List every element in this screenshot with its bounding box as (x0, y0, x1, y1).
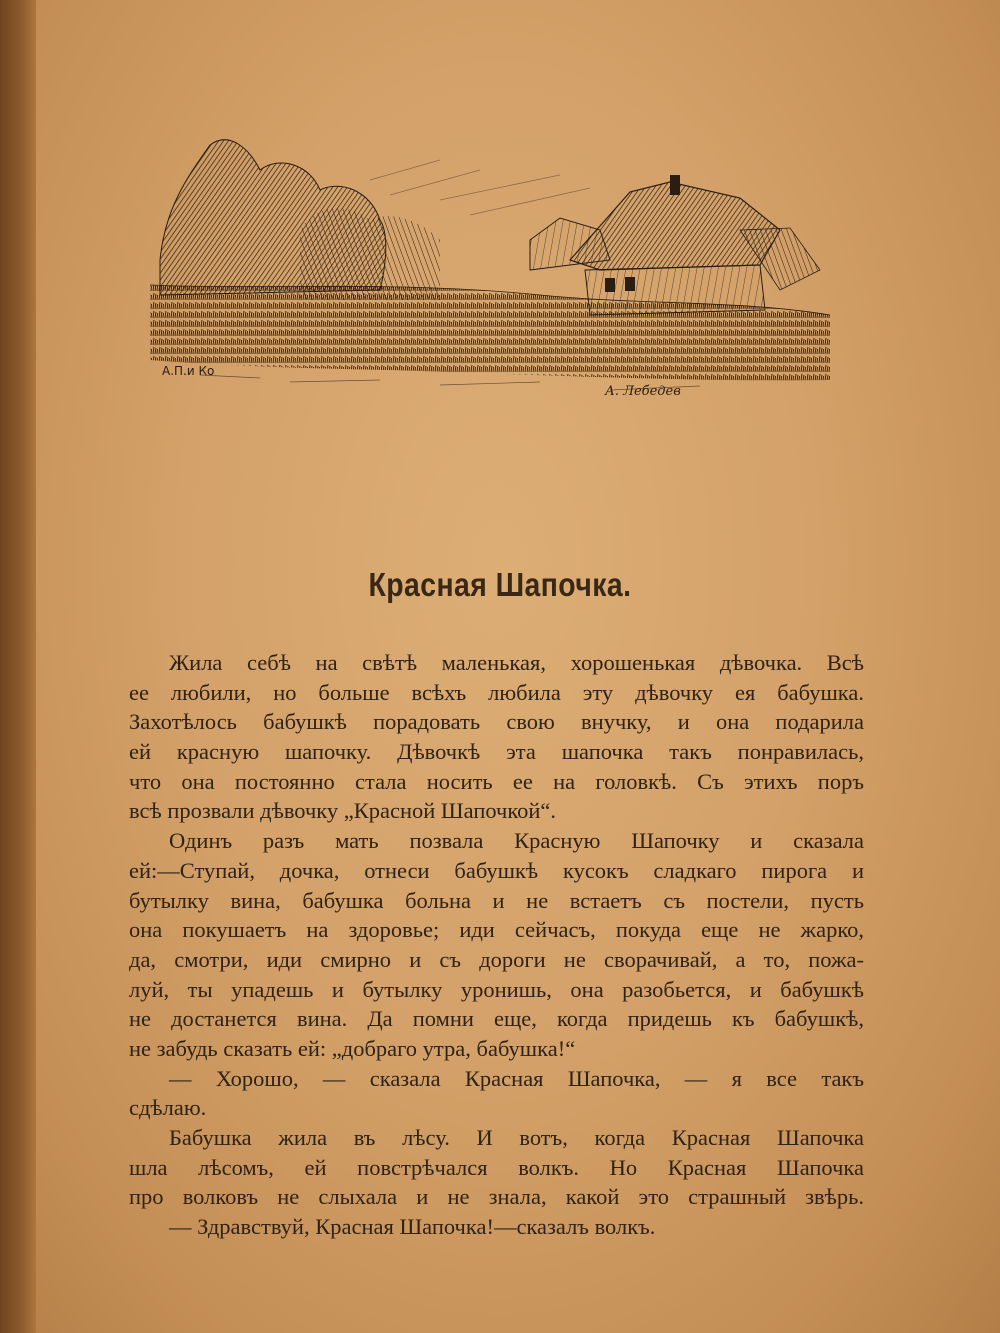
text-line: про волковъ не слыхала и не знала, какой это страшный звѣрь. (129, 1184, 864, 1210)
story-text (129, 648, 864, 1242)
text-line: да, смотри, иди смирно и съ дороги не сворачивай, а то, пожа- (129, 946, 864, 972)
text-line: ей красную шапочку. Дѣвочкѣ эта шапочка такъ понравилась, (129, 739, 864, 765)
text-line: всѣ прозвали дѣвочку „Красной Шапочкой“. (129, 798, 557, 824)
text-line: не достанется вина. Да помни еще, когда придешь къ бабушкѣ, (129, 1006, 864, 1032)
text-line: шла лѣсомъ, ей повстрѣчался волкъ. Но Красная Шапочка (129, 1154, 864, 1180)
text-line: Бабушка жила въ лѣсу. И вотъ, когда Красная Шапочка (169, 1125, 864, 1150)
text-line: луй, ты упадешь и бутылку уронишь, она разобьется, и бабушкѣ (129, 976, 864, 1002)
illustration-signature-left: А.П.и Ко (162, 364, 215, 378)
text-line: не забудь сказать ей: „добраго утра, бабушка!“ (129, 1035, 576, 1061)
text-line: — Хорошо, — сказала Красная Шапочка, — я все такъ (169, 1065, 864, 1091)
text-line: сдѣлаю. (129, 1095, 207, 1121)
text-line: — Здравствуй, Красная Шапочка!—сказалъ волкъ. (169, 1214, 656, 1240)
text-line: ей:—Ступай, дочка, отнеси бабушкѣ кусокъ сладкаго пирога и (129, 857, 864, 883)
text-line: Одинъ разъ мать позвала Красную Шапочку и сказала (169, 828, 864, 854)
text-line: Захотѣлось бабушкѣ порадовать свою внучку, и она подарила (129, 709, 864, 735)
text-line: она покушаетъ на здоровье; иди сейчасъ, покуда еще не жарко, (129, 917, 864, 943)
illustration-signature-right: А. Лебедев (605, 384, 681, 399)
text-line: Жила себѣ на свѣтѣ маленькая, хорошенькая дѣвочка. Всѣ (169, 650, 864, 675)
text-line: ее любили, но больше всѣхъ любила эту дѣвочку ея бабушка. (129, 679, 864, 705)
text-line: что она постоянно стала носить ее на головкѣ. Съ этихъ поръ (129, 768, 864, 794)
village-illustration (140, 120, 840, 420)
text-line: бутылку вина, бабушка больна и не встаетъ съ постели, пусть (129, 887, 864, 913)
page-title: Красная Шапочка. (368, 566, 632, 603)
village-engraving (140, 120, 840, 420)
